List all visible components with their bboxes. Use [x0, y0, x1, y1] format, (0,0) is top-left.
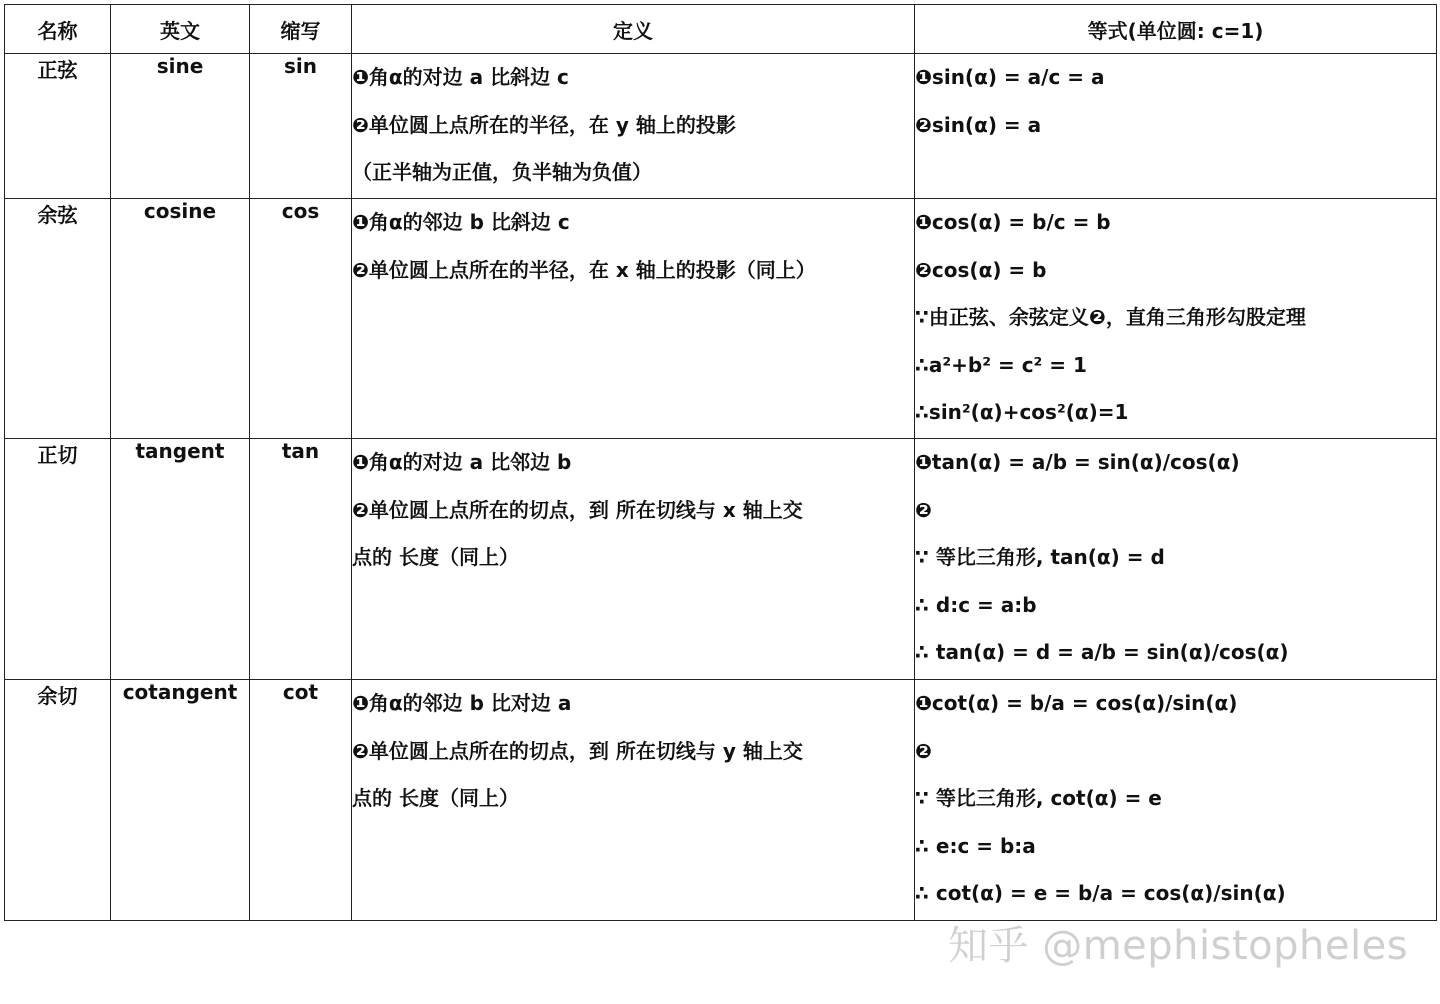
definition-line: ❶角α的对边 a 比斜边 c — [352, 65, 569, 89]
cell-abbreviation: sin — [250, 54, 352, 199]
definition-line: ❷单位圆上点所在的切点，到 所在切线与 x 轴上交 — [352, 497, 803, 522]
equation-line: ❷sin(α) = a — [915, 112, 1042, 137]
equation-line: ❷cos(α) = b — [915, 257, 1047, 282]
cell-abbreviation: tan — [250, 439, 352, 680]
cell-definition — [352, 680, 915, 921]
cell-definition — [352, 439, 915, 680]
header-english: 英文 — [111, 5, 250, 54]
equation-line: ∵ 等比三角形, cot(α) = e — [915, 786, 1162, 811]
cell-english: cosine — [111, 199, 250, 439]
cell-english: sine — [111, 54, 250, 199]
cell-definition — [352, 54, 915, 199]
definition-line: 点的 长度（同上） — [352, 786, 519, 811]
cell-english: cotangent — [111, 680, 250, 921]
equation-line: ∴ d:c = a:b — [915, 592, 1037, 617]
cell-name: 余切 — [5, 680, 111, 921]
equation-line: ∴ tan(α) = d = a/b = sin(α)/cos(α) — [915, 640, 1289, 665]
header-name: 名称 — [5, 5, 111, 54]
table-row-sine — [5, 54, 1437, 199]
cell-english: tangent — [111, 439, 250, 680]
definition-line: ❶角α的邻边 b 比对边 a — [352, 691, 572, 715]
cell-equation — [915, 439, 1437, 680]
equation-line: ❶sin(α) = a/c = a — [915, 65, 1105, 89]
header-equation: 等式(单位圆: c=1) — [915, 5, 1437, 54]
cell-name: 正切 — [5, 439, 111, 680]
definition-line: （正半轴为正值，负半轴为负值） — [352, 160, 652, 185]
watermark: 知乎 @mephistopheles — [948, 923, 1409, 969]
cell-equation — [915, 680, 1437, 921]
definition-line: ❷单位圆上点所在的半径，在 y 轴上的投影 — [352, 112, 736, 137]
definition-line: ❶角α的对边 a 比邻边 b — [352, 450, 572, 474]
cell-definition — [352, 199, 915, 439]
equation-line: ❷ — [915, 738, 932, 763]
equation-line: ❷ — [915, 497, 932, 522]
equation-line: ❶cot(α) = b/a = cos(α)/sin(α) — [915, 691, 1238, 715]
equation-line: ❶tan(α) = a/b = sin(α)/cos(α) — [915, 450, 1240, 474]
equation-line: ∵由正弦、余弦定义❷，直角三角形勾股定理 — [915, 305, 1306, 330]
header-row — [5, 5, 1437, 54]
equation-line: ∵ 等比三角形, tan(α) = d — [915, 545, 1165, 570]
definition-line: ❶角α的邻边 b 比斜边 c — [352, 210, 570, 234]
cell-abbreviation: cos — [250, 199, 352, 439]
table-row-cosine — [5, 199, 1437, 439]
definition-line: ❷单位圆上点所在的切点，到 所在切线与 y 轴上交 — [352, 738, 803, 763]
trig-functions-table — [4, 4, 1437, 921]
cell-abbreviation: cot — [250, 680, 352, 921]
equation-line: ∴a²+b² = c² = 1 — [915, 352, 1087, 377]
cell-name: 余弦 — [5, 199, 111, 439]
cell-equation — [915, 54, 1437, 199]
cell-equation — [915, 199, 1437, 439]
definition-line: 点的 长度（同上） — [352, 545, 519, 570]
table-row-cotangent — [5, 680, 1437, 921]
header-definition: 定义 — [352, 5, 915, 54]
equation-line: ❶cos(α) = b/c = b — [915, 210, 1111, 234]
equation-line: ∴ e:c = b:a — [915, 833, 1036, 858]
cell-name: 正弦 — [5, 54, 111, 199]
equation-line: ∴sin²(α)+cos²(α)=1 — [915, 400, 1129, 425]
table-row-tangent — [5, 439, 1437, 680]
header-abbreviation: 缩写 — [250, 5, 352, 54]
definition-line: ❷单位圆上点所在的半径，在 x 轴上的投影（同上） — [352, 257, 816, 282]
equation-line: ∴ cot(α) = e = b/a = cos(α)/sin(α) — [915, 881, 1286, 906]
